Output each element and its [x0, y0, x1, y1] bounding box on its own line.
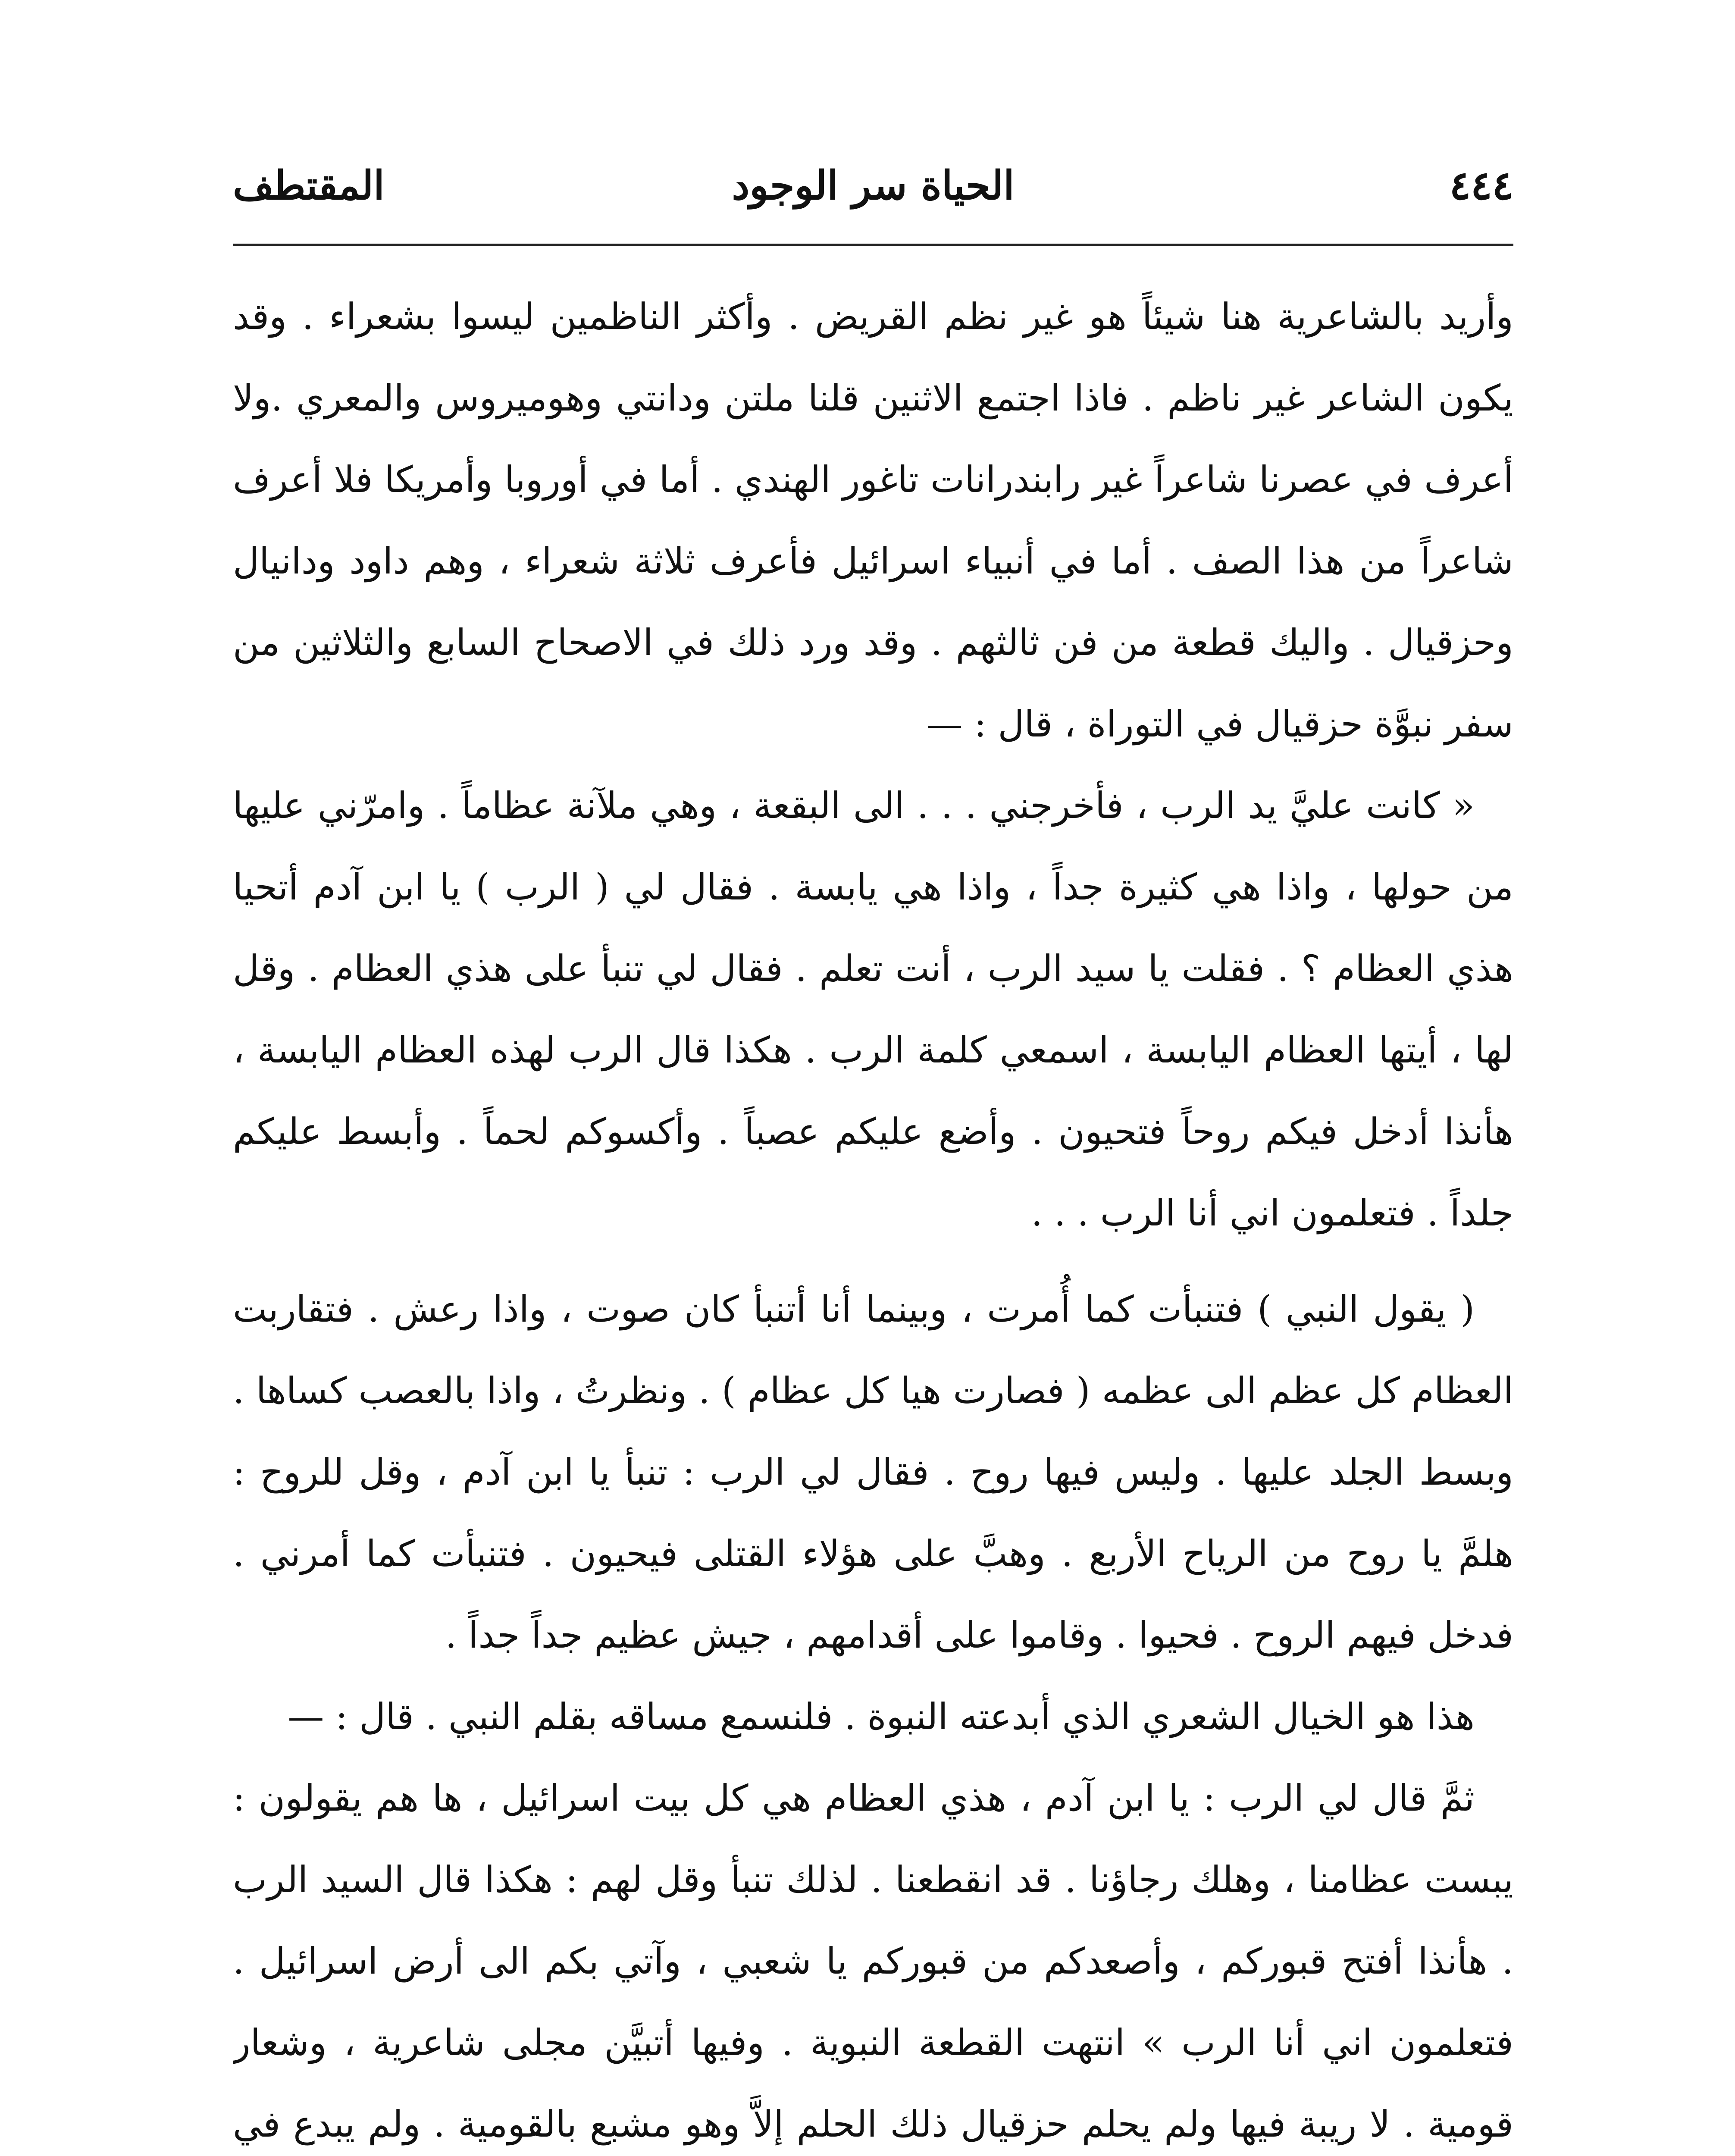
paragraph-quote-prophecy: ( يقول النبي ) فتنبأت كما أُمرت ، وبينما أنا أتنبأ كان صوت ، واذا رعش . فتقاربت العظام كل عظم الى عظمه ( فصارت هيا كل عظام ) . ونظرتُ ، واذا بالعصب كساها . وبسط الجلد عليها . وليس فيها روح . فقال لي الرب : تنبأ يا ابن آدم ، وقل للروح : هلمَّ يا روح من الرياح الأربع . وهبَّ على هؤلاء القتلى فيحيون . فتنبأت كما أمرني . فدخل فيهم الروح . فحيوا . وقاموا على أقدامهم ، جيش عظيم جداً جداً . [233, 1288, 1513, 1656]
header-rule [233, 244, 1513, 246]
running-title: الحياة سر الوجود [732, 162, 1015, 209]
paragraph-commentary: هذا هو الخيال الشعري الذي أبدعته النبوة . فلنسمع مساقه بقلم النبي . قال : — [288, 1695, 1475, 1738]
article-body [233, 276, 1513, 2156]
paragraph-intro: وأريد بالشاعرية هنا شيئاً هو غير نظم القريض . وأكثر الناظمين ليسوا بشعراء . وقد يكون الشاعر غير ناظم . فاذا اجتمع الاثنين قلنا ملتن ودانتي وهوميروس والمعري .ولا أعرف في عصرنا شاعراً غير رابندرانات تاغور الهندي . أما في أوروبا وأمريكا فلا أعرف شاعراً من هذا الصف . أما في أنبياء اسرائيل فأعرف ثلاثة شعراء ، وهم داود ودانيال وحزقيال . واليك قطعة من فن ثالثهم . وقد ورد ذلك في الاصحاح السابع والثلاثين من سفر نبوَّة حزقيال في التوراة ، قال : — [233, 295, 1513, 745]
paragraph-quote-vision: « كانت عليَّ يد الرب ، فأخرجني . . . الى البقعة ، وهي ملآنة عظاماً . وامرّني عليها من حولها ، واذا هي كثيرة جداً ، واذا هي يابسة . فقال لي ( الرب ) يا ابن آدم أتحيا هذي العظام ؟ . فقلت يا سيد الرب ، أنت تعلم . فقال لي تنبأ على هذي العظام . وقل لها ، أيتها العظام اليابسة ، اسمعي كلمة الرب . هكذا قال الرب لهذه العظام اليابسة ، هأنذا أدخل فيكم روحاً فتحيون . وأضع عليكم عصباً . وأكسوكم لحماً . وأبسط عليكم جلداً . فتعلمون اني أنا الرب . . . [233, 784, 1513, 1234]
page-header [233, 160, 1513, 216]
paragraph-quote-conclusion: ثمَّ قال لي الرب : يا ابن آدم ، هذي العظام هي كل بيت اسرائيل ، ها هم يقولون : يبست عظامنا ، وهلك رجاؤنا . قد انقطعنا . لذلك تنبأ وقل لهم : هكذا قال السيد الرب . هأنذا أفتح قبوركم ، وأصعدكم من قبوركم يا شعبي ، وآتي بكم الى أرض اسرائيل . فتعلمون اني أنا الرب » انتهت القطعة النبوية . وفيها أتبيَّن مجلى شاعرية ، وشعار قومية . لا ريبة فيها ولم يحلم حزقيال ذلك الحلم إلاَّ وهو مشبع بالقومية . ولم يبدع في [233, 1777, 1513, 2145]
journal-name: المقتطف [233, 162, 385, 209]
page-number: ٤٤٤ [1449, 162, 1513, 209]
